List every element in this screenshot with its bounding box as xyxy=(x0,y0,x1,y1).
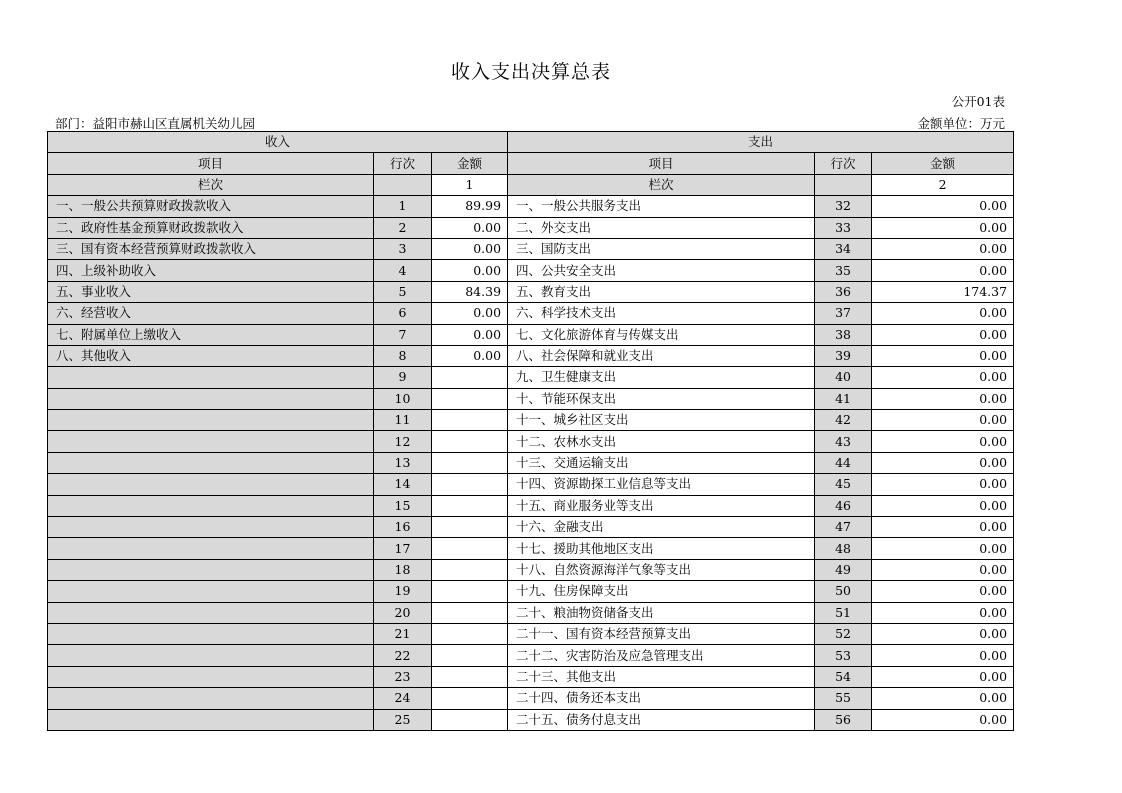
income-amount-cell: 84.39 xyxy=(432,281,508,302)
expense-amount-cell: 0.00 xyxy=(872,303,1014,324)
expense-amount-cell: 0.00 xyxy=(872,581,1014,602)
table-row xyxy=(48,388,1014,409)
amount-unit-label: 金额单位：万元 xyxy=(917,116,1005,131)
income-item-cell: 三、国有资本经营预算财政拨款收入 xyxy=(48,238,374,259)
income-amount-header: 金额 xyxy=(432,153,508,174)
page-title: 收入支出决算总表 xyxy=(450,61,611,83)
income-item-cell xyxy=(48,602,374,623)
income-line-cell: 17 xyxy=(374,538,432,559)
expense-amount-cell: 0.00 xyxy=(872,495,1014,516)
expense-line-cell: 39 xyxy=(815,345,872,366)
income-item-cell xyxy=(48,581,374,602)
expense-amount-cell: 0.00 xyxy=(872,623,1014,644)
table-row xyxy=(48,324,1014,345)
expense-line-cell: 54 xyxy=(815,666,872,687)
table-row xyxy=(48,495,1014,516)
income-section-header: 收入 xyxy=(48,132,508,153)
income-item-header: 项目 xyxy=(48,153,374,174)
expense-item-cell: 二十、粮油物资储备支出 xyxy=(508,602,815,623)
expense-item-cell: 二十三、其他支出 xyxy=(508,666,815,687)
income-amount-cell: 89.99 xyxy=(432,196,508,217)
income-item-cell xyxy=(48,559,374,580)
income-amount-cell xyxy=(432,474,508,495)
expense-item-cell: 十四、资源勘探工业信息等支出 xyxy=(508,474,815,495)
expense-item-cell: 四、公共安全支出 xyxy=(508,260,815,281)
table-row xyxy=(48,688,1014,709)
expense-line-cell: 48 xyxy=(815,538,872,559)
income-expense-table xyxy=(47,131,1014,731)
table-row xyxy=(48,623,1014,644)
expense-line-cell: 46 xyxy=(815,495,872,516)
income-item-cell: 七、附属单位上缴收入 xyxy=(48,324,374,345)
income-amount-cell xyxy=(432,559,508,580)
expense-line-cell: 38 xyxy=(815,324,872,345)
table-row xyxy=(48,538,1014,559)
table-row xyxy=(48,602,1014,623)
table-row xyxy=(48,410,1014,431)
income-item-cell xyxy=(48,495,374,516)
income-line-cell: 10 xyxy=(374,388,432,409)
income-line-cell: 21 xyxy=(374,623,432,644)
income-line-cell: 9 xyxy=(374,367,432,388)
income-line-cell: 15 xyxy=(374,495,432,516)
income-line-cell: 7 xyxy=(374,324,432,345)
expense-line-cell: 51 xyxy=(815,602,872,623)
income-column-label: 栏次 xyxy=(48,174,374,195)
expense-amount-cell: 0.00 xyxy=(872,260,1014,281)
expense-amount-cell: 0.00 xyxy=(872,688,1014,709)
income-line-cell: 24 xyxy=(374,688,432,709)
expense-item-cell: 二、外交支出 xyxy=(508,217,815,238)
expense-amount-cell: 0.00 xyxy=(872,388,1014,409)
department-label: 部门：益阳市赫山区直属机关幼儿园 xyxy=(55,116,256,131)
income-amount-cell: 0.00 xyxy=(432,217,508,238)
table-row xyxy=(48,474,1014,495)
table-row xyxy=(48,281,1014,302)
income-item-cell: 一、一般公共预算财政拨款收入 xyxy=(48,196,374,217)
expense-amount-cell: 0.00 xyxy=(872,324,1014,345)
expense-line-cell: 33 xyxy=(815,217,872,238)
expense-line-cell: 34 xyxy=(815,238,872,259)
income-line-cell: 18 xyxy=(374,559,432,580)
expense-item-cell: 十五、商业服务业等支出 xyxy=(508,495,815,516)
income-line-cell: 1 xyxy=(374,196,432,217)
income-amount-cell xyxy=(432,602,508,623)
expense-line-cell: 42 xyxy=(815,410,872,431)
expense-line-header: 行次 xyxy=(815,153,872,174)
expense-item-cell: 二十二、灾害防治及应急管理支出 xyxy=(508,645,815,666)
income-line-cell: 6 xyxy=(374,303,432,324)
expense-line-cell: 44 xyxy=(815,452,872,473)
expense-item-cell: 五、教育支出 xyxy=(508,281,815,302)
expense-section-header: 支出 xyxy=(508,132,1014,153)
expense-amount-cell: 0.00 xyxy=(872,666,1014,687)
income-item-cell xyxy=(48,623,374,644)
table-row xyxy=(48,452,1014,473)
income-item-cell: 四、上级补助收入 xyxy=(48,260,374,281)
table-row xyxy=(48,367,1014,388)
income-line-cell: 5 xyxy=(374,281,432,302)
income-amount-cell xyxy=(432,452,508,473)
table-row xyxy=(48,709,1014,730)
income-amount-cell xyxy=(432,517,508,538)
expense-column-number: 2 xyxy=(872,174,1014,195)
income-line-cell: 12 xyxy=(374,431,432,452)
expense-amount-cell: 0.00 xyxy=(872,367,1014,388)
expense-item-cell: 十七、援助其他地区支出 xyxy=(508,538,815,559)
expense-item-header: 项目 xyxy=(508,153,815,174)
expense-amount-cell: 0.00 xyxy=(872,559,1014,580)
expense-amount-cell: 0.00 xyxy=(872,410,1014,431)
income-item-cell xyxy=(48,474,374,495)
income-amount-cell: 0.00 xyxy=(432,303,508,324)
expense-item-cell: 一、一般公共服务支出 xyxy=(508,196,815,217)
table-row xyxy=(48,517,1014,538)
expense-line-cell: 50 xyxy=(815,581,872,602)
expense-line-cell: 47 xyxy=(815,517,872,538)
income-column-number: 1 xyxy=(432,174,508,195)
income-amount-cell: 0.00 xyxy=(432,238,508,259)
expense-amount-cell: 0.00 xyxy=(872,452,1014,473)
income-line-cell: 3 xyxy=(374,238,432,259)
income-line-cell: 16 xyxy=(374,517,432,538)
expense-item-cell: 八、社会保障和就业支出 xyxy=(508,345,815,366)
income-item-cell xyxy=(48,388,374,409)
income-line-cell: 8 xyxy=(374,345,432,366)
expense-line-cell: 37 xyxy=(815,303,872,324)
expense-amount-cell: 0.00 xyxy=(872,217,1014,238)
expense-item-cell: 二十四、债务还本支出 xyxy=(508,688,815,709)
income-amount-cell xyxy=(432,581,508,602)
income-amount-cell: 0.00 xyxy=(432,345,508,366)
expense-item-cell: 十一、城乡社区支出 xyxy=(508,410,815,431)
income-amount-cell xyxy=(432,645,508,666)
expense-item-cell: 十三、交通运输支出 xyxy=(508,452,815,473)
income-amount-cell xyxy=(432,709,508,730)
table-row xyxy=(48,559,1014,580)
expense-column-label: 栏次 xyxy=(508,174,815,195)
expense-item-cell: 十、节能环保支出 xyxy=(508,388,815,409)
expense-item-cell: 十九、住房保障支出 xyxy=(508,581,815,602)
income-amount-cell xyxy=(432,410,508,431)
expense-item-cell: 六、科学技术支出 xyxy=(508,303,815,324)
expense-line-cell: 49 xyxy=(815,559,872,580)
expense-line-cell: 35 xyxy=(815,260,872,281)
income-amount-cell xyxy=(432,666,508,687)
income-amount-cell xyxy=(432,367,508,388)
expense-item-cell: 七、文化旅游体育与传媒支出 xyxy=(508,324,815,345)
expense-line-cell: 40 xyxy=(815,367,872,388)
income-item-cell: 六、经营收入 xyxy=(48,303,374,324)
expense-amount-cell: 0.00 xyxy=(872,474,1014,495)
expense-amount-cell: 0.00 xyxy=(872,602,1014,623)
income-line-cell: 2 xyxy=(374,217,432,238)
income-item-cell xyxy=(48,688,374,709)
income-line-cell: 19 xyxy=(374,581,432,602)
income-line-cell: 25 xyxy=(374,709,432,730)
income-amount-cell xyxy=(432,688,508,709)
expense-amount-cell: 0.00 xyxy=(872,709,1014,730)
expense-line-cell: 36 xyxy=(815,281,872,302)
form-number: 公开01表 xyxy=(951,94,1005,109)
income-item-cell: 二、政府性基金预算财政拨款收入 xyxy=(48,217,374,238)
table-row xyxy=(48,666,1014,687)
table-row xyxy=(48,238,1014,259)
expense-line-blank xyxy=(815,174,872,195)
table-row xyxy=(48,260,1014,281)
table-row xyxy=(48,303,1014,324)
income-amount-cell xyxy=(432,431,508,452)
income-amount-cell xyxy=(432,538,508,559)
income-line-cell: 11 xyxy=(374,410,432,431)
table-row xyxy=(48,196,1014,217)
table-row xyxy=(48,645,1014,666)
expense-line-cell: 43 xyxy=(815,431,872,452)
income-item-cell xyxy=(48,431,374,452)
section-header-row xyxy=(48,132,1014,153)
expense-amount-cell: 0.00 xyxy=(872,345,1014,366)
income-item-cell: 五、事业收入 xyxy=(48,281,374,302)
expense-amount-cell: 0.00 xyxy=(872,238,1014,259)
income-line-cell: 4 xyxy=(374,260,432,281)
table-row xyxy=(48,217,1014,238)
income-amount-cell xyxy=(432,495,508,516)
expense-line-cell: 32 xyxy=(815,196,872,217)
expense-amount-cell: 174.37 xyxy=(872,281,1014,302)
expense-item-cell: 十八、自然资源海洋气象等支出 xyxy=(508,559,815,580)
income-amount-cell: 0.00 xyxy=(432,324,508,345)
expense-amount-cell: 0.00 xyxy=(872,538,1014,559)
income-item-cell xyxy=(48,452,374,473)
expense-amount-cell: 0.00 xyxy=(872,517,1014,538)
expense-item-cell: 十六、金融支出 xyxy=(508,517,815,538)
income-line-cell: 20 xyxy=(374,602,432,623)
income-item-cell xyxy=(48,645,374,666)
income-line-cell: 14 xyxy=(374,474,432,495)
expense-item-cell: 二十五、债务付息支出 xyxy=(508,709,815,730)
income-item-cell xyxy=(48,709,374,730)
expense-item-cell: 二十一、国有资本经营预算支出 xyxy=(508,623,815,644)
income-item-cell xyxy=(48,367,374,388)
income-item-cell xyxy=(48,517,374,538)
income-item-cell xyxy=(48,666,374,687)
income-line-blank xyxy=(374,174,432,195)
expense-item-cell: 三、国防支出 xyxy=(508,238,815,259)
income-line-header: 行次 xyxy=(374,153,432,174)
expense-line-cell: 45 xyxy=(815,474,872,495)
expense-amount-cell: 0.00 xyxy=(872,196,1014,217)
expense-item-cell: 九、卫生健康支出 xyxy=(508,367,815,388)
income-line-cell: 23 xyxy=(374,666,432,687)
expense-line-cell: 52 xyxy=(815,623,872,644)
table-row xyxy=(48,581,1014,602)
expense-amount-cell: 0.00 xyxy=(872,431,1014,452)
column-header-row xyxy=(48,153,1014,174)
expense-line-cell: 41 xyxy=(815,388,872,409)
income-item-cell xyxy=(48,538,374,559)
expense-item-cell: 十二、农林水支出 xyxy=(508,431,815,452)
table-row xyxy=(48,345,1014,366)
income-amount-cell: 0.00 xyxy=(432,260,508,281)
income-line-cell: 22 xyxy=(374,645,432,666)
expense-amount-cell: 0.00 xyxy=(872,645,1014,666)
column-number-row xyxy=(48,174,1014,195)
expense-line-cell: 55 xyxy=(815,688,872,709)
income-amount-cell xyxy=(432,623,508,644)
income-item-cell: 八、其他收入 xyxy=(48,345,374,366)
income-item-cell xyxy=(48,410,374,431)
income-line-cell: 13 xyxy=(374,452,432,473)
table-row xyxy=(48,431,1014,452)
expense-amount-header: 金额 xyxy=(872,153,1014,174)
expense-line-cell: 53 xyxy=(815,645,872,666)
income-amount-cell xyxy=(432,388,508,409)
expense-line-cell: 56 xyxy=(815,709,872,730)
